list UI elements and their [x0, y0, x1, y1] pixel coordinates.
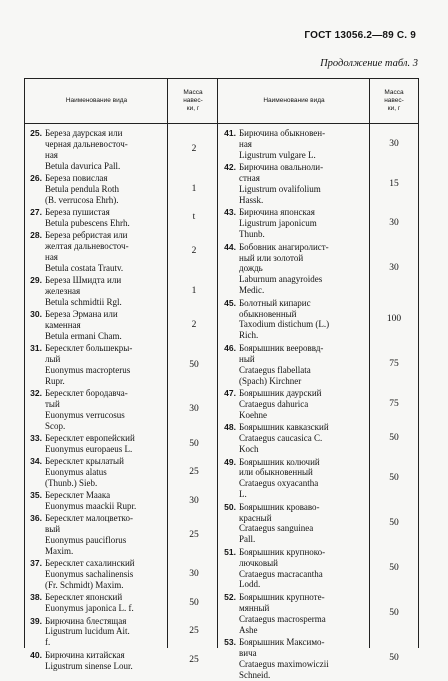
- row-number: 32.: [30, 388, 42, 399]
- species-name-line: Бирючина китайская: [45, 649, 125, 660]
- row-number: 48.: [224, 422, 236, 433]
- col-header-mass-left: Масса навес- ки, г: [183, 89, 203, 112]
- species-name-line: мянный: [239, 602, 270, 613]
- species-name-line: Hassk.: [239, 194, 264, 205]
- species-name-line: Betula ermani Cham.: [45, 330, 122, 341]
- species-name-line: железная: [45, 285, 81, 296]
- mass-value: 30: [389, 138, 399, 149]
- mass-value: 1: [191, 285, 197, 296]
- species-name-line: Euonymus verrucosus: [45, 409, 125, 420]
- mass-value: 30: [189, 404, 199, 415]
- species-name-line: Schneid.: [239, 669, 271, 680]
- species-name-line: Боярышник веероввд-: [239, 342, 324, 353]
- species-name-line: Боярышник кавказский: [239, 422, 329, 433]
- row-number: 39.: [30, 615, 42, 626]
- mass-value: 30: [189, 495, 199, 506]
- species-table: [24, 78, 419, 680]
- row-number: 41.: [224, 128, 236, 138]
- col-header-name-right: Наименование вида: [263, 97, 325, 104]
- species-name-line: Koch: [239, 444, 259, 455]
- row-number: 25.: [30, 128, 42, 138]
- mass-value: 50: [389, 517, 399, 528]
- species-name-line: Rupr.: [45, 375, 65, 386]
- mass-value: 1: [191, 183, 197, 194]
- species-name-line: Medic.: [239, 285, 265, 296]
- mass-value: 15: [389, 178, 399, 189]
- species-name-line: каменная: [45, 320, 81, 331]
- species-name-line: дождь: [239, 263, 263, 274]
- species-name-line: Ligustrum lucidum Ait.: [45, 626, 130, 637]
- mass-value: 25: [189, 529, 199, 540]
- species-name-line: Бересклет большекры-: [45, 343, 133, 354]
- mass-value: 30: [189, 569, 199, 580]
- species-name-line: Euonymus macropterus: [45, 364, 131, 375]
- mass-value: 50: [189, 359, 199, 370]
- table-continuation-label: Продолжение табл. 3: [320, 58, 418, 69]
- species-name-line: или обыкновенный: [239, 467, 313, 478]
- species-name-line: Боярышник кроваво-: [239, 501, 320, 512]
- species-name-line: Crataegus caucasica C.: [239, 433, 323, 444]
- species-name-line: лючковый: [239, 557, 278, 568]
- species-name-line: Euonymus japonica L. f.: [45, 603, 134, 614]
- mass-value: 2: [191, 246, 197, 257]
- species-name-line: Scop.: [45, 420, 66, 431]
- species-name-line: Береза пушистая: [45, 207, 110, 217]
- row-number: 45.: [224, 297, 236, 308]
- row-number: 35.: [30, 490, 42, 501]
- species-name-line: Crataegus dahurica: [239, 398, 309, 409]
- row-number: 53.: [224, 637, 236, 648]
- species-name-line: (Thunb.) Sieb.: [45, 478, 98, 489]
- species-name-line: Боярышник крупноте-: [239, 591, 325, 602]
- species-name-line: Crataegus flabellata: [239, 364, 311, 375]
- row-number: 33.: [30, 433, 42, 444]
- mass-value: 25: [189, 655, 199, 666]
- species-name-line: Боярышник Максимо-: [239, 637, 325, 648]
- mass-value: 75: [389, 359, 399, 370]
- species-name-line: Бересклет малоцветко-: [45, 513, 133, 524]
- mass-value: 75: [389, 398, 399, 409]
- row-number: 50.: [224, 501, 236, 512]
- species-name-line: черная дальневосточ-: [45, 138, 128, 149]
- species-name-line: обыкновенный: [239, 308, 297, 319]
- row-number: 37.: [30, 558, 42, 569]
- species-name-line: стная: [239, 173, 260, 184]
- species-name-line: Береза Эрмана или: [45, 309, 118, 320]
- table-header: [24, 78, 419, 124]
- species-name-line: желтая дальневосточ-: [45, 241, 129, 252]
- species-name-line: Ligustrum vulgare L.: [239, 149, 316, 160]
- species-name-line: Betula davurica Pall.: [45, 160, 121, 171]
- mass-value: 50: [189, 438, 199, 449]
- species-name-line: (Fr. Schmidt) Maxim.: [45, 580, 124, 591]
- document-code: ГОСТ 13056.2—89 С. 9: [304, 30, 416, 41]
- mass-value: t: [192, 212, 196, 223]
- species-name-line: Бирючина овальноли-: [239, 162, 324, 173]
- row-number: 34.: [30, 456, 42, 467]
- species-name-line: Бересклет Маака: [45, 490, 111, 501]
- species-name-line: Береза даурская или: [45, 128, 123, 138]
- species-name-line: Боярышник даурский: [239, 388, 322, 398]
- row-number: 52.: [224, 591, 236, 602]
- species-name-line: L.: [239, 489, 247, 500]
- species-name-line: Бересклет бородавча-: [45, 388, 128, 399]
- species-name-line: Crataegus macracantha: [239, 568, 323, 579]
- mass-value: 50: [389, 563, 399, 574]
- mass-value: 30: [389, 218, 399, 229]
- species-name-line: Бересклет европейский: [45, 433, 135, 444]
- species-name-line: вый: [45, 524, 61, 535]
- species-name-line: ная: [45, 149, 58, 160]
- mass-value: 50: [389, 472, 399, 483]
- species-name-line: Euonymus alatus: [45, 467, 107, 478]
- species-name-line: Бобовник анагиролист-: [239, 241, 329, 252]
- row-number: 29.: [30, 275, 42, 286]
- mass-value: 2: [191, 320, 197, 331]
- species-name-line: Betula costata Trautv.: [45, 262, 124, 273]
- species-name-line: Береза повислая: [45, 172, 108, 183]
- species-name-line: Koehne: [239, 409, 267, 420]
- species-name-line: Бирючина японская: [239, 207, 315, 218]
- row-number: 44.: [224, 241, 236, 252]
- row-number: 28.: [30, 230, 42, 241]
- mass-value: 25: [189, 626, 199, 637]
- row-number: 42.: [224, 162, 236, 173]
- species-name-line: Ashe: [239, 624, 258, 635]
- species-name-line: ная: [45, 251, 58, 262]
- species-name-line: Euonymus sachalinensis: [45, 569, 134, 580]
- species-name-line: красный: [239, 512, 272, 523]
- species-name-line: f.: [45, 637, 51, 648]
- species-name-line: ная: [239, 138, 252, 149]
- species-name-line: Ligustrum japonicum: [239, 218, 317, 229]
- species-name-line: Betula schmidtii Rgl.: [45, 296, 122, 307]
- row-number: 38.: [30, 592, 42, 603]
- mass-value: 50: [389, 608, 399, 619]
- row-number: 26.: [30, 172, 42, 183]
- species-name-line: Бирючина блестящая: [45, 615, 127, 626]
- row-number: 49.: [224, 456, 236, 467]
- species-name-line: тый: [45, 399, 60, 410]
- species-name-line: Thunb.: [239, 229, 265, 240]
- species-name-line: Бересклет сахалинский: [45, 558, 135, 569]
- mass-value: 30: [389, 263, 399, 274]
- species-name-line: Боярышник колючий: [239, 456, 320, 467]
- row-number: 31.: [30, 343, 42, 354]
- species-name-line: Lodd.: [239, 579, 261, 590]
- species-name-line: Ligustrum sinense Lour.: [45, 660, 133, 671]
- row-number: 47.: [224, 388, 236, 398]
- species-name-line: Бересклет японский: [45, 592, 123, 603]
- mass-value: 50: [189, 597, 199, 608]
- species-name-line: Taxodium distichum (L.): [239, 319, 330, 330]
- species-name-line: (Spach) Kirchner: [239, 375, 302, 386]
- species-name-line: Береза ребристая или: [45, 230, 128, 241]
- species-name-line: Crataegus maximowiczii: [239, 658, 329, 669]
- species-name-line: Болотный кипарис: [239, 297, 311, 308]
- species-name-line: Pall.: [239, 534, 256, 545]
- species-name-line: Betula pendula Roth: [45, 183, 119, 194]
- row-number: 27.: [30, 207, 42, 217]
- species-name-line: Crataegus sanguinea: [239, 523, 314, 534]
- species-name-line: Crataegus macrosperma: [239, 613, 326, 624]
- species-name-line: ный или золотой: [239, 252, 304, 263]
- mass-value: 100: [386, 314, 402, 325]
- species-name-line: Бересклет крылатый: [45, 456, 124, 467]
- mass-value: 2: [191, 144, 197, 155]
- species-name-line: лый: [45, 354, 61, 365]
- row-number: 46.: [224, 342, 236, 353]
- table-body: [24, 124, 419, 680]
- col-header-name-left: Наименование вида: [65, 97, 128, 104]
- species-name-line: Береза Шмидта или: [45, 275, 122, 286]
- species-name-line: Euonymus maackii Rupr.: [45, 501, 137, 512]
- row-number: 36.: [30, 513, 42, 524]
- row-number: 43.: [224, 207, 236, 218]
- species-name-line: (B. verrucosa Ehrh).: [45, 194, 119, 205]
- species-name-line: Ligustrum ovalifolium: [239, 184, 321, 195]
- mass-value: 50: [389, 433, 399, 444]
- species-name-line: Maxim.: [45, 546, 74, 557]
- species-name-line: Laburnum anagyroides: [239, 274, 323, 285]
- species-name-line: Euonymus europaeus L.: [45, 443, 133, 454]
- row-number: 51.: [224, 546, 236, 557]
- species-name-line: вича: [239, 647, 257, 658]
- species-name-line: Crataegus oxyacantha: [239, 478, 319, 489]
- species-name-line: Euonymus pauciflorus: [45, 535, 127, 546]
- mass-value: 50: [389, 653, 399, 664]
- species-name-line: ный: [239, 353, 255, 364]
- species-name-line: Betula pubescens Ehrh.: [45, 217, 130, 228]
- row-number: 30.: [30, 309, 42, 320]
- mass-value: 25: [189, 467, 199, 478]
- species-name-line: Боярышник крупноко-: [239, 546, 326, 557]
- row-number: 40.: [30, 649, 42, 660]
- col-header-mass-right: Масса навес- ки, г: [384, 89, 404, 112]
- species-name-line: Бирючина обыкновен-: [239, 128, 326, 138]
- species-name-line: Rich.: [239, 330, 259, 341]
